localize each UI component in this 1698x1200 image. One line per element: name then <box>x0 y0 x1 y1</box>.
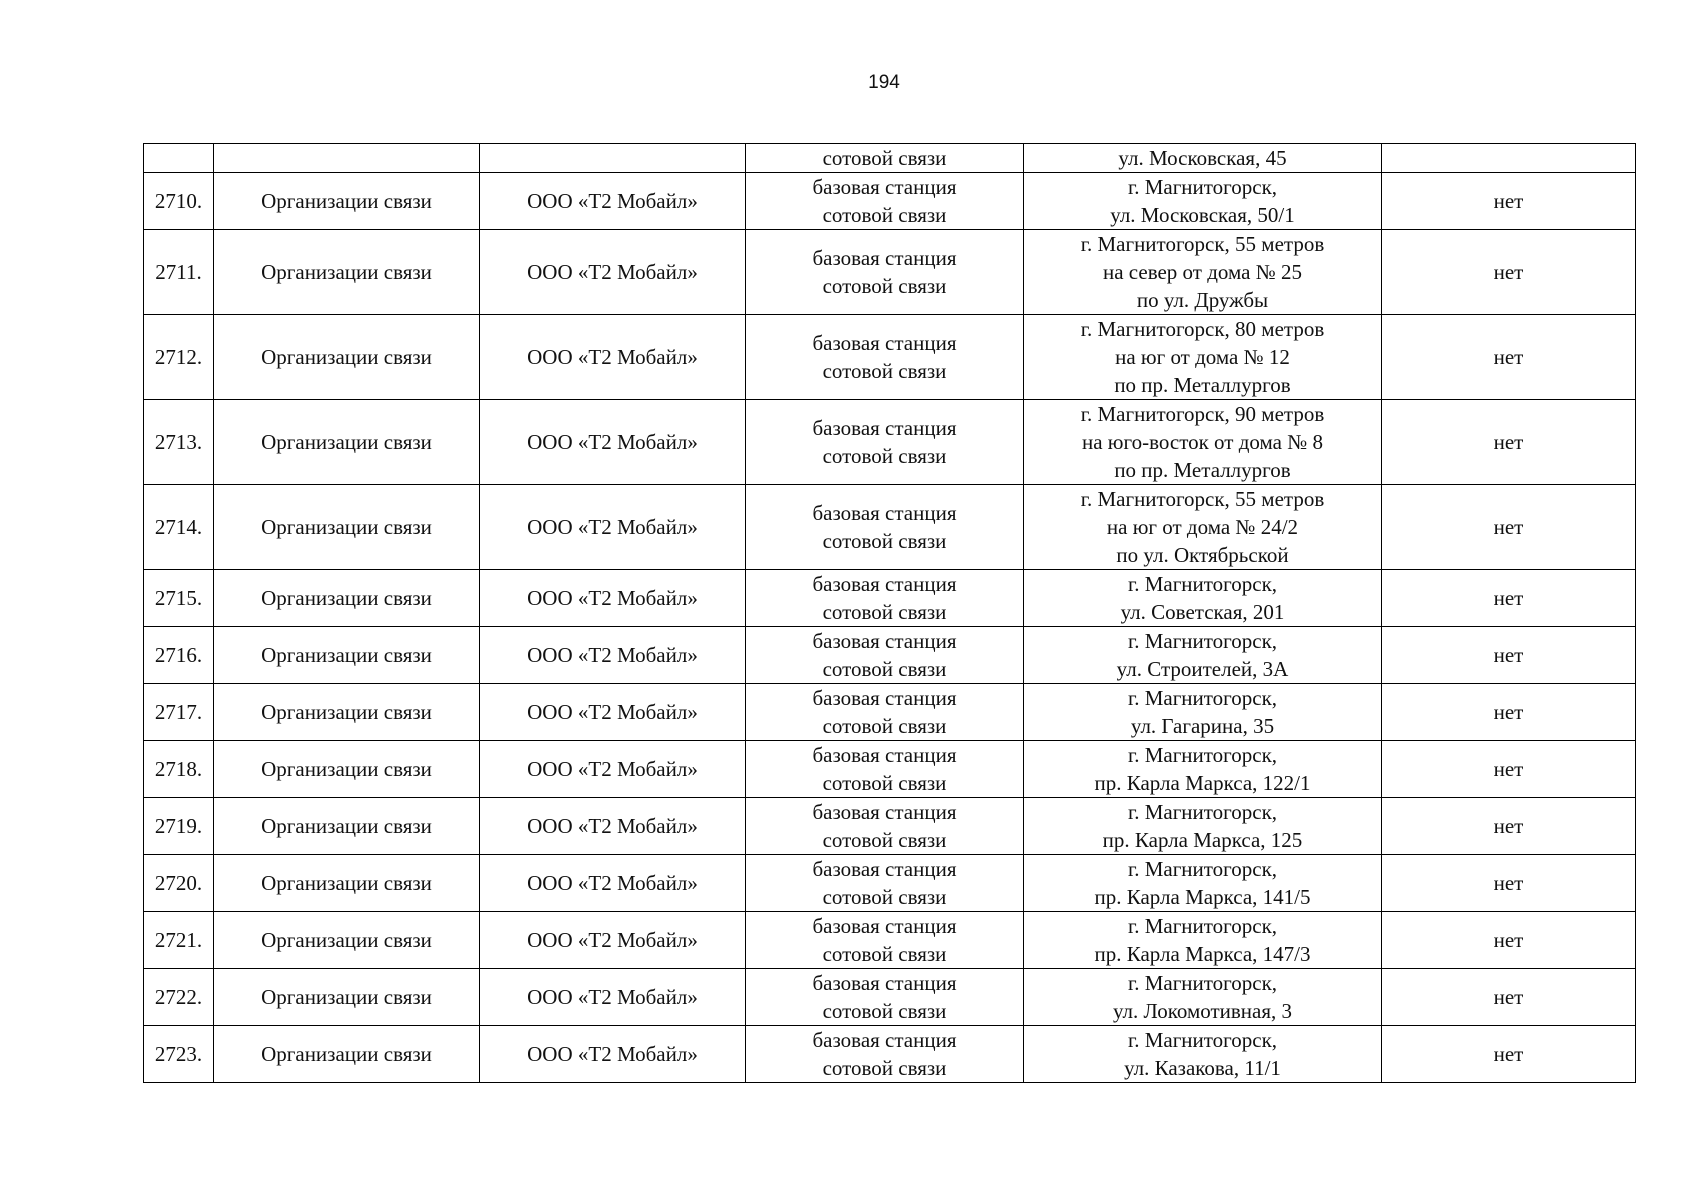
flag-cell: нет <box>1382 798 1636 855</box>
location-cell <box>1024 400 1382 485</box>
location-line: ул. Строителей, 3А <box>1116 657 1289 681</box>
object-line: базовая станция <box>812 501 957 525</box>
location-cell <box>1024 969 1382 1026</box>
object-line: базовая станция <box>812 246 957 270</box>
location-line: пр. Карла Маркса, 122/1 <box>1094 771 1311 795</box>
object-line: базовая станция <box>812 914 957 938</box>
organization-cell: ООО «Т2 Мобайл» <box>480 969 746 1026</box>
number-cell: 2714. <box>144 485 214 570</box>
organization-cell: ООО «Т2 Мобайл» <box>480 741 746 798</box>
table-row <box>144 315 1636 400</box>
object-line: сотовой связи <box>822 999 947 1023</box>
location-line: ул. Московская, 45 <box>1118 146 1287 170</box>
location-line: пр. Карла Маркса, 147/3 <box>1094 942 1311 966</box>
object-line: сотовой связи <box>822 885 947 909</box>
object-line: базовая станция <box>812 331 957 355</box>
category-cell: Организации связи <box>214 969 480 1026</box>
object-cell <box>746 855 1024 912</box>
location-line: г. Магнитогорск, 80 метров <box>1080 317 1325 341</box>
location-line: ул. Локомотивная, 3 <box>1112 999 1293 1023</box>
number-cell: 2722. <box>144 969 214 1026</box>
location-line: ул. Московская, 50/1 <box>1110 203 1295 227</box>
location-line: г. Магнитогорск, 90 метров <box>1080 402 1325 426</box>
location-cell <box>1024 627 1382 684</box>
object-cell <box>746 173 1024 230</box>
location-cell <box>1024 684 1382 741</box>
table-row <box>144 485 1636 570</box>
object-cell <box>746 485 1024 570</box>
organization-cell: ООО «Т2 Мобайл» <box>480 570 746 627</box>
category-cell: Организации связи <box>214 230 480 315</box>
page-number: 194 <box>868 72 900 93</box>
table-row <box>144 684 1636 741</box>
location-cell <box>1024 315 1382 400</box>
location-cell <box>1024 741 1382 798</box>
category-cell: Организации связи <box>214 741 480 798</box>
object-line: сотовой связи <box>822 274 947 298</box>
location-line: г. Магнитогорск, <box>1127 1028 1278 1052</box>
object-cell <box>746 1026 1024 1083</box>
object-cell <box>746 315 1024 400</box>
object-line: базовая станция <box>812 743 957 767</box>
location-line: на север от дома № 25 <box>1102 260 1302 284</box>
object-line: базовая станция <box>812 416 957 440</box>
object-cell <box>746 969 1024 1026</box>
number-cell: 2713. <box>144 400 214 485</box>
category-cell: Организации связи <box>214 1026 480 1083</box>
location-line: по ул. Дружбы <box>1136 288 1269 312</box>
organization-cell: ООО «Т2 Мобайл» <box>480 230 746 315</box>
object-line: базовая станция <box>812 629 957 653</box>
location-line: г. Магнитогорск, <box>1127 572 1278 596</box>
object-cell <box>746 684 1024 741</box>
number-cell: 2711. <box>144 230 214 315</box>
object-cell <box>746 400 1024 485</box>
object-line: сотовой связи <box>822 771 947 795</box>
number-cell: 2723. <box>144 1026 214 1083</box>
location-line: пр. Карла Маркса, 125 <box>1102 828 1303 852</box>
flag-cell: нет <box>1382 1026 1636 1083</box>
location-cell <box>1024 144 1382 173</box>
organization-cell: ООО «Т2 Мобайл» <box>480 315 746 400</box>
object-cell <box>746 144 1024 173</box>
object-line: базовая станция <box>812 857 957 881</box>
flag-cell: нет <box>1382 912 1636 969</box>
flag-cell: нет <box>1382 230 1636 315</box>
location-line: г. Магнитогорск, 55 метров <box>1080 487 1325 511</box>
category-cell: Организации связи <box>214 912 480 969</box>
organization-cell: ООО «Т2 Мобайл» <box>480 855 746 912</box>
location-line: г. Магнитогорск, <box>1127 857 1278 881</box>
organization-cell: ООО «Т2 Мобайл» <box>480 173 746 230</box>
location-line: по пр. Металлургов <box>1114 373 1291 397</box>
organization-cell: ООО «Т2 Мобайл» <box>480 912 746 969</box>
flag-cell: нет <box>1382 173 1636 230</box>
location-line: г. Магнитогорск, <box>1127 175 1278 199</box>
location-cell <box>1024 798 1382 855</box>
location-line: г. Магнитогорск, <box>1127 800 1278 824</box>
object-line: базовая станция <box>812 686 957 710</box>
object-line: сотовой связи <box>822 714 947 738</box>
location-line: ул. Гагарина, 35 <box>1130 714 1275 738</box>
object-line: сотовой связи <box>822 203 947 227</box>
object-line: базовая станция <box>812 971 957 995</box>
location-line: г. Магнитогорск, <box>1127 971 1278 995</box>
table-row <box>144 855 1636 912</box>
category-cell: Организации связи <box>214 684 480 741</box>
table-row <box>144 400 1636 485</box>
category-cell <box>214 144 480 173</box>
object-line: сотовой связи <box>822 444 947 468</box>
object-line: сотовой связи <box>822 529 947 553</box>
table-row <box>144 570 1636 627</box>
object-line: сотовой связи <box>822 657 947 681</box>
object-cell <box>746 741 1024 798</box>
object-cell <box>746 798 1024 855</box>
category-cell: Организации связи <box>214 173 480 230</box>
table-row-continuation <box>144 144 1636 173</box>
table-row <box>144 798 1636 855</box>
object-line: сотовой связи <box>822 600 947 624</box>
flag-cell: нет <box>1382 627 1636 684</box>
location-line: г. Магнитогорск, 55 метров <box>1080 232 1325 256</box>
organization-cell: ООО «Т2 Мобайл» <box>480 1026 746 1083</box>
location-cell <box>1024 1026 1382 1083</box>
flag-cell: нет <box>1382 400 1636 485</box>
location-line: на юг от дома № 12 <box>1115 345 1290 369</box>
table-row <box>144 627 1636 684</box>
object-cell <box>746 627 1024 684</box>
number-cell: 2715. <box>144 570 214 627</box>
category-cell: Организации связи <box>214 570 480 627</box>
object-line: базовая станция <box>812 800 957 824</box>
object-line: сотовой связи <box>822 942 947 966</box>
flag-cell: нет <box>1382 684 1636 741</box>
flag-cell: нет <box>1382 570 1636 627</box>
flag-cell: нет <box>1382 969 1636 1026</box>
number-cell: 2717. <box>144 684 214 741</box>
location-line: ул. Казакова, 11/1 <box>1124 1056 1281 1080</box>
table-row <box>144 230 1636 315</box>
location-line: на юг от дома № 24/2 <box>1106 515 1299 539</box>
number-cell: 2719. <box>144 798 214 855</box>
registry-table <box>143 143 1636 1083</box>
category-cell: Организации связи <box>214 400 480 485</box>
category-cell: Организации связи <box>214 485 480 570</box>
object-cell <box>746 912 1024 969</box>
organization-cell: ООО «Т2 Мобайл» <box>480 627 746 684</box>
table-row <box>144 1026 1636 1083</box>
location-line: г. Магнитогорск, <box>1127 686 1278 710</box>
object-line: сотовой связи <box>822 1056 947 1080</box>
location-cell <box>1024 912 1382 969</box>
object-line: сотовой связи <box>822 359 947 383</box>
flag-cell: нет <box>1382 855 1636 912</box>
object-line: базовая станция <box>812 572 957 596</box>
organization-cell <box>480 144 746 173</box>
location-cell <box>1024 855 1382 912</box>
object-line: базовая станция <box>812 1028 957 1052</box>
number-cell: 2716. <box>144 627 214 684</box>
table-row <box>144 741 1636 798</box>
location-line: г. Магнитогорск, <box>1127 629 1278 653</box>
object-cell <box>746 570 1024 627</box>
location-line: г. Магнитогорск, <box>1127 743 1278 767</box>
object-cell <box>746 230 1024 315</box>
number-cell: 2721. <box>144 912 214 969</box>
number-cell: 2710. <box>144 173 214 230</box>
number-cell: 2718. <box>144 741 214 798</box>
location-line: по пр. Металлургов <box>1114 458 1291 482</box>
flag-cell <box>1382 144 1636 173</box>
location-line: г. Магнитогорск, <box>1127 914 1278 938</box>
category-cell: Организации связи <box>214 798 480 855</box>
category-cell: Организации связи <box>214 627 480 684</box>
object-line: базовая станция <box>812 175 957 199</box>
flag-cell: нет <box>1382 741 1636 798</box>
location-cell <box>1024 570 1382 627</box>
organization-cell: ООО «Т2 Мобайл» <box>480 400 746 485</box>
number-cell: 2712. <box>144 315 214 400</box>
flag-cell: нет <box>1382 315 1636 400</box>
organization-cell: ООО «Т2 Мобайл» <box>480 684 746 741</box>
location-cell <box>1024 230 1382 315</box>
location-line: пр. Карла Маркса, 141/5 <box>1094 885 1311 909</box>
table-row <box>144 969 1636 1026</box>
organization-cell: ООО «Т2 Мобайл» <box>480 485 746 570</box>
flag-cell: нет <box>1382 485 1636 570</box>
organization-cell: ООО «Т2 Мобайл» <box>480 798 746 855</box>
location-line: на юго-восток от дома № 8 <box>1082 430 1323 454</box>
category-cell: Организации связи <box>214 855 480 912</box>
table-row <box>144 912 1636 969</box>
object-line: сотовой связи <box>822 146 947 170</box>
location-line: ул. Советская, 201 <box>1120 600 1285 624</box>
location-line: по ул. Октябрьской <box>1116 543 1289 567</box>
number-cell: 2720. <box>144 855 214 912</box>
number-cell <box>144 144 214 173</box>
object-line: сотовой связи <box>822 828 947 852</box>
location-cell <box>1024 485 1382 570</box>
category-cell: Организации связи <box>214 315 480 400</box>
table-row <box>144 173 1636 230</box>
location-cell <box>1024 173 1382 230</box>
